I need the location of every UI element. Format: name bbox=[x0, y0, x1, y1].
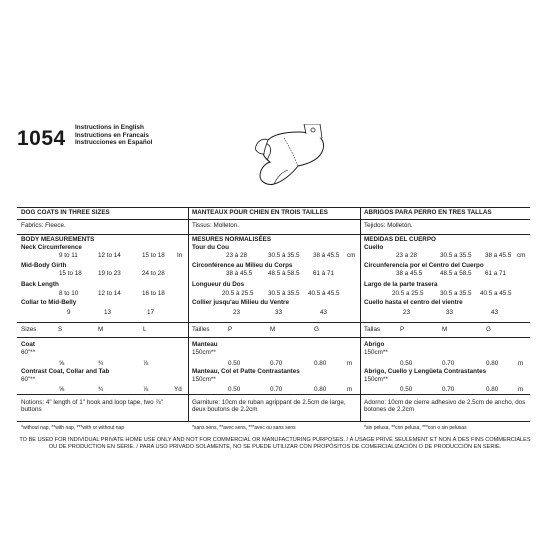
en-neck-l: 15 to 18 bbox=[142, 252, 165, 259]
en-fabrics: Fabrics: Fleece. bbox=[21, 222, 66, 229]
en-size-m: M bbox=[98, 326, 104, 333]
table-top-rule bbox=[17, 207, 530, 208]
fr-back-length-m: 30.5 à 35.5 bbox=[268, 290, 300, 297]
pattern-number: 1054 bbox=[17, 127, 66, 150]
en-title: DOG COATS IN THREE SIZES bbox=[21, 209, 110, 216]
en-sizes-label: Sizes bbox=[21, 326, 37, 333]
fr-unit-cm: cm bbox=[347, 252, 356, 259]
en-coat-s: ⅝ bbox=[59, 360, 65, 367]
column-divider-1 bbox=[188, 207, 189, 422]
en-collar-belly-label: Collar to Mid-Belly bbox=[21, 299, 77, 306]
fr-collar-belly-label: Collier jusqu'au Milieu du Ventre bbox=[192, 299, 290, 306]
en-mid-body-l: 24 to 28 bbox=[142, 270, 165, 277]
fr-coat-l: 0.80 bbox=[314, 360, 327, 367]
fr-contrast-s: 0.50 bbox=[228, 386, 241, 393]
fr-neck-m: 30.5 à 35.5 bbox=[268, 252, 300, 259]
en-size-s: S bbox=[58, 326, 63, 333]
es-contrast-s: 0.50 bbox=[400, 386, 413, 393]
fr-collar-belly-m: 33 bbox=[275, 309, 283, 316]
fr-mid-body-l: 61 à 71 bbox=[313, 270, 335, 277]
yardage-bottom-rule bbox=[17, 394, 530, 395]
en-back-length-m: 12 to 14 bbox=[98, 290, 121, 297]
fr-footnote: *sans sens, **avec sens, ***avec ou sans sens bbox=[192, 425, 296, 431]
en-contrast-width: 60"** bbox=[21, 376, 36, 383]
en-back-length-label: Back Length bbox=[21, 281, 59, 288]
es-footnote: *sin pelusa, **con pelusa, ***con o sin pelusas bbox=[364, 425, 467, 431]
fr-back-length-s: 20.5 à 25.5 bbox=[222, 290, 254, 297]
fr-contrast-label: Manteau, Col et Patte Contrastantes bbox=[192, 368, 300, 375]
measurements-top-rule bbox=[17, 234, 530, 235]
es-neck-s: 23 a 28 bbox=[396, 252, 418, 259]
es-coat-m: 0.70 bbox=[442, 360, 455, 367]
en-back-length-l: 16 to 18 bbox=[142, 290, 165, 297]
es-back-length-l: 40.5 a 45.5 bbox=[480, 290, 512, 297]
language-french: Instructions en Francais bbox=[75, 131, 149, 139]
en-coat-width: 60"** bbox=[21, 349, 36, 356]
en-mid-body-m: 19 to 23 bbox=[98, 270, 121, 277]
es-collar-belly-label: Cuello hasta el centro del vientre bbox=[364, 299, 463, 306]
footer-disclaimer-line-2: OU DE PRODUCTION EN SÉRIE. / PARA USO PRIVADO SOLAMENTE, NO SE PUEDE UTILIZAR CON PROPÓSITOS DE COMERCIALIZACIÓN O DE PRODUCCIÓN EN SERIE. bbox=[48, 444, 502, 450]
sizes-top-rule bbox=[17, 322, 530, 323]
es-contrast-label: Abrigo, Cuello y Lengüeta Contrastantes bbox=[364, 368, 487, 375]
en-neck-m: 12 to 14 bbox=[98, 252, 121, 259]
fr-coat-width: 150cm** bbox=[192, 349, 216, 356]
en-collar-belly-l: 17 bbox=[147, 309, 155, 316]
en-coat-label: Coat bbox=[21, 341, 35, 348]
fr-back-length-label: Longueur du Dos bbox=[192, 281, 245, 288]
es-contrast-l: 0.80 bbox=[486, 386, 499, 393]
es-body-measurements: MEDIDAS DEL CUERPO bbox=[364, 236, 436, 243]
fr-size-m: M bbox=[270, 326, 276, 333]
en-contrast-s: ⅝ bbox=[59, 386, 65, 393]
es-notions: Adorno: 10cm de cierre adhesivo de 2.5cm de ancho, dos botones de 2.2cm bbox=[364, 399, 526, 413]
en-neck-label: Neck Circumference bbox=[21, 244, 82, 251]
fr-unit-m: m bbox=[347, 360, 353, 367]
es-coat-l: 0.80 bbox=[486, 360, 499, 367]
es-contrast-m: 0.70 bbox=[442, 386, 455, 393]
es-mid-body-l: 61 a 71 bbox=[485, 270, 507, 277]
en-mid-body-label: Mid-Body Girth bbox=[21, 262, 67, 269]
fr-size-l: G bbox=[314, 326, 319, 333]
table-title-rule bbox=[17, 219, 530, 220]
es-neck-l: 38 a 45.5 bbox=[485, 252, 512, 259]
en-size-l: L bbox=[143, 326, 147, 333]
es-unit-cm: cm bbox=[517, 252, 526, 259]
fr-contrast-width: 150cm** bbox=[192, 376, 216, 383]
en-coat-m: ¾ bbox=[98, 360, 104, 367]
es-collar-belly-l: 43 bbox=[491, 309, 499, 316]
es-back-length-label: Largo de la parte trasera bbox=[364, 281, 438, 288]
en-unit-yd: Yd bbox=[174, 386, 182, 393]
es-sizes-label: Tallas bbox=[364, 326, 381, 333]
en-neck-s: 9 to 11 bbox=[59, 252, 78, 259]
en-collar-belly-m: 13 bbox=[104, 309, 112, 316]
fr-collar-belly-l: 43 bbox=[320, 309, 328, 316]
es-mid-body-s: 38 a 45.5 bbox=[396, 270, 423, 277]
fr-size-s: P bbox=[228, 326, 233, 333]
es-neck-m: 30.5 a 35.5 bbox=[440, 252, 472, 259]
fr-sizes-label: Tailles bbox=[192, 326, 210, 333]
fr-coat-label: Manteau bbox=[192, 341, 218, 348]
en-contrast-label: Contrast Coat, Collar and Tab bbox=[21, 368, 110, 375]
fr-contrast-unit: m bbox=[347, 386, 353, 393]
fr-fabrics: Tissus: Molleton. bbox=[192, 222, 240, 229]
es-collar-belly-s: 23 bbox=[403, 309, 411, 316]
es-size-l: G bbox=[486, 326, 491, 333]
es-back-length-s: 20.5 a 25.5 bbox=[392, 290, 424, 297]
fr-neck-s: 23 à 28 bbox=[226, 252, 248, 259]
en-collar-belly-s: 9 bbox=[67, 309, 71, 316]
en-body-measurements: BODY MEASUREMENTS bbox=[21, 236, 95, 243]
es-neck-label: Cuello bbox=[364, 244, 384, 251]
fr-neck-l: 38 à 45.5 bbox=[313, 252, 340, 259]
en-unit-in: In bbox=[177, 252, 183, 259]
es-unit-m: m bbox=[518, 360, 524, 367]
es-contrast-width: 150cm** bbox=[364, 376, 388, 383]
es-contrast-unit: m bbox=[518, 386, 524, 393]
fr-mid-body-m: 48.5 à 58.5 bbox=[268, 270, 300, 277]
fr-collar-belly-s: 23 bbox=[233, 309, 241, 316]
notions-bottom-rule bbox=[17, 421, 530, 422]
es-coat-label: Abrigo bbox=[364, 341, 385, 348]
fr-title: MANTEAUX POUR CHIEN EN TROIS TAILLES bbox=[192, 209, 328, 216]
es-collar-belly-m: 33 bbox=[446, 309, 454, 316]
es-mid-body-label: Circunferencia por el Centro del Cuerpo bbox=[364, 262, 484, 269]
footer-disclaimer-line-1: TO BE USED FOR INDIVIDUAL PRIVATE HOME USE ONLY AND NOT FOR COMMERCIAL OR MANUFACTURING PURPOSES. / À USAGE PRIVÉ SEULEMENT ET NON À DES FINS COMMERCIALES bbox=[19, 437, 531, 443]
sizes-bottom-rule bbox=[17, 337, 530, 338]
en-contrast-m: ¾ bbox=[98, 386, 104, 393]
es-coat-width: 150cm** bbox=[364, 349, 388, 356]
en-contrast-l: ⅞ bbox=[143, 386, 149, 393]
column-divider-2 bbox=[360, 207, 361, 422]
fr-coat-s: 0.50 bbox=[228, 360, 241, 367]
es-fabrics: Tejidos: Molletón. bbox=[364, 222, 413, 229]
es-mid-body-m: 48.5 a 58.5 bbox=[440, 270, 472, 277]
language-list bbox=[75, 124, 152, 147]
es-size-m: M bbox=[442, 326, 448, 333]
fr-body-measurements: MESURES NORMALISÉES bbox=[192, 236, 272, 243]
en-back-length-s: 8 to 10 bbox=[59, 290, 79, 297]
fr-neck-label: Tour du Cou bbox=[192, 244, 229, 251]
en-footnote: *without nap, **with nap, ***with or without nap bbox=[21, 425, 125, 431]
fr-mid-body-s: 38 à 45.5 bbox=[226, 270, 253, 277]
es-size-s: P bbox=[400, 326, 405, 333]
language-spanish: Instrucciones en Español bbox=[75, 139, 153, 147]
fr-back-length-l: 40.5 à 45.5 bbox=[308, 290, 340, 297]
fr-contrast-m: 0.70 bbox=[270, 386, 283, 393]
es-title: ABRIGOS PARA PERRO EN TRES TALLAS bbox=[364, 209, 492, 216]
en-notions: Notions: 4" length of 1" hook and loop tape, two ⅞" buttons bbox=[21, 399, 163, 413]
dog-coat-sketch bbox=[248, 124, 338, 194]
fr-mid-body-label: Circonférence au Milieu du Corps bbox=[192, 262, 293, 269]
es-back-length-m: 30.5 a 35.5 bbox=[440, 290, 472, 297]
fr-notions: Garniture: 10cm de ruban agrippant de 2.5cm de large, deux boutons de 2.2cm bbox=[192, 399, 346, 413]
fr-coat-m: 0.70 bbox=[270, 360, 283, 367]
es-coat-s: 0.50 bbox=[400, 360, 413, 367]
fr-contrast-l: 0.80 bbox=[314, 386, 327, 393]
en-mid-body-s: 15 to 18 bbox=[59, 270, 82, 277]
language-english: Instructions in English bbox=[75, 124, 144, 131]
en-coat-l: ⅞ bbox=[143, 360, 149, 367]
